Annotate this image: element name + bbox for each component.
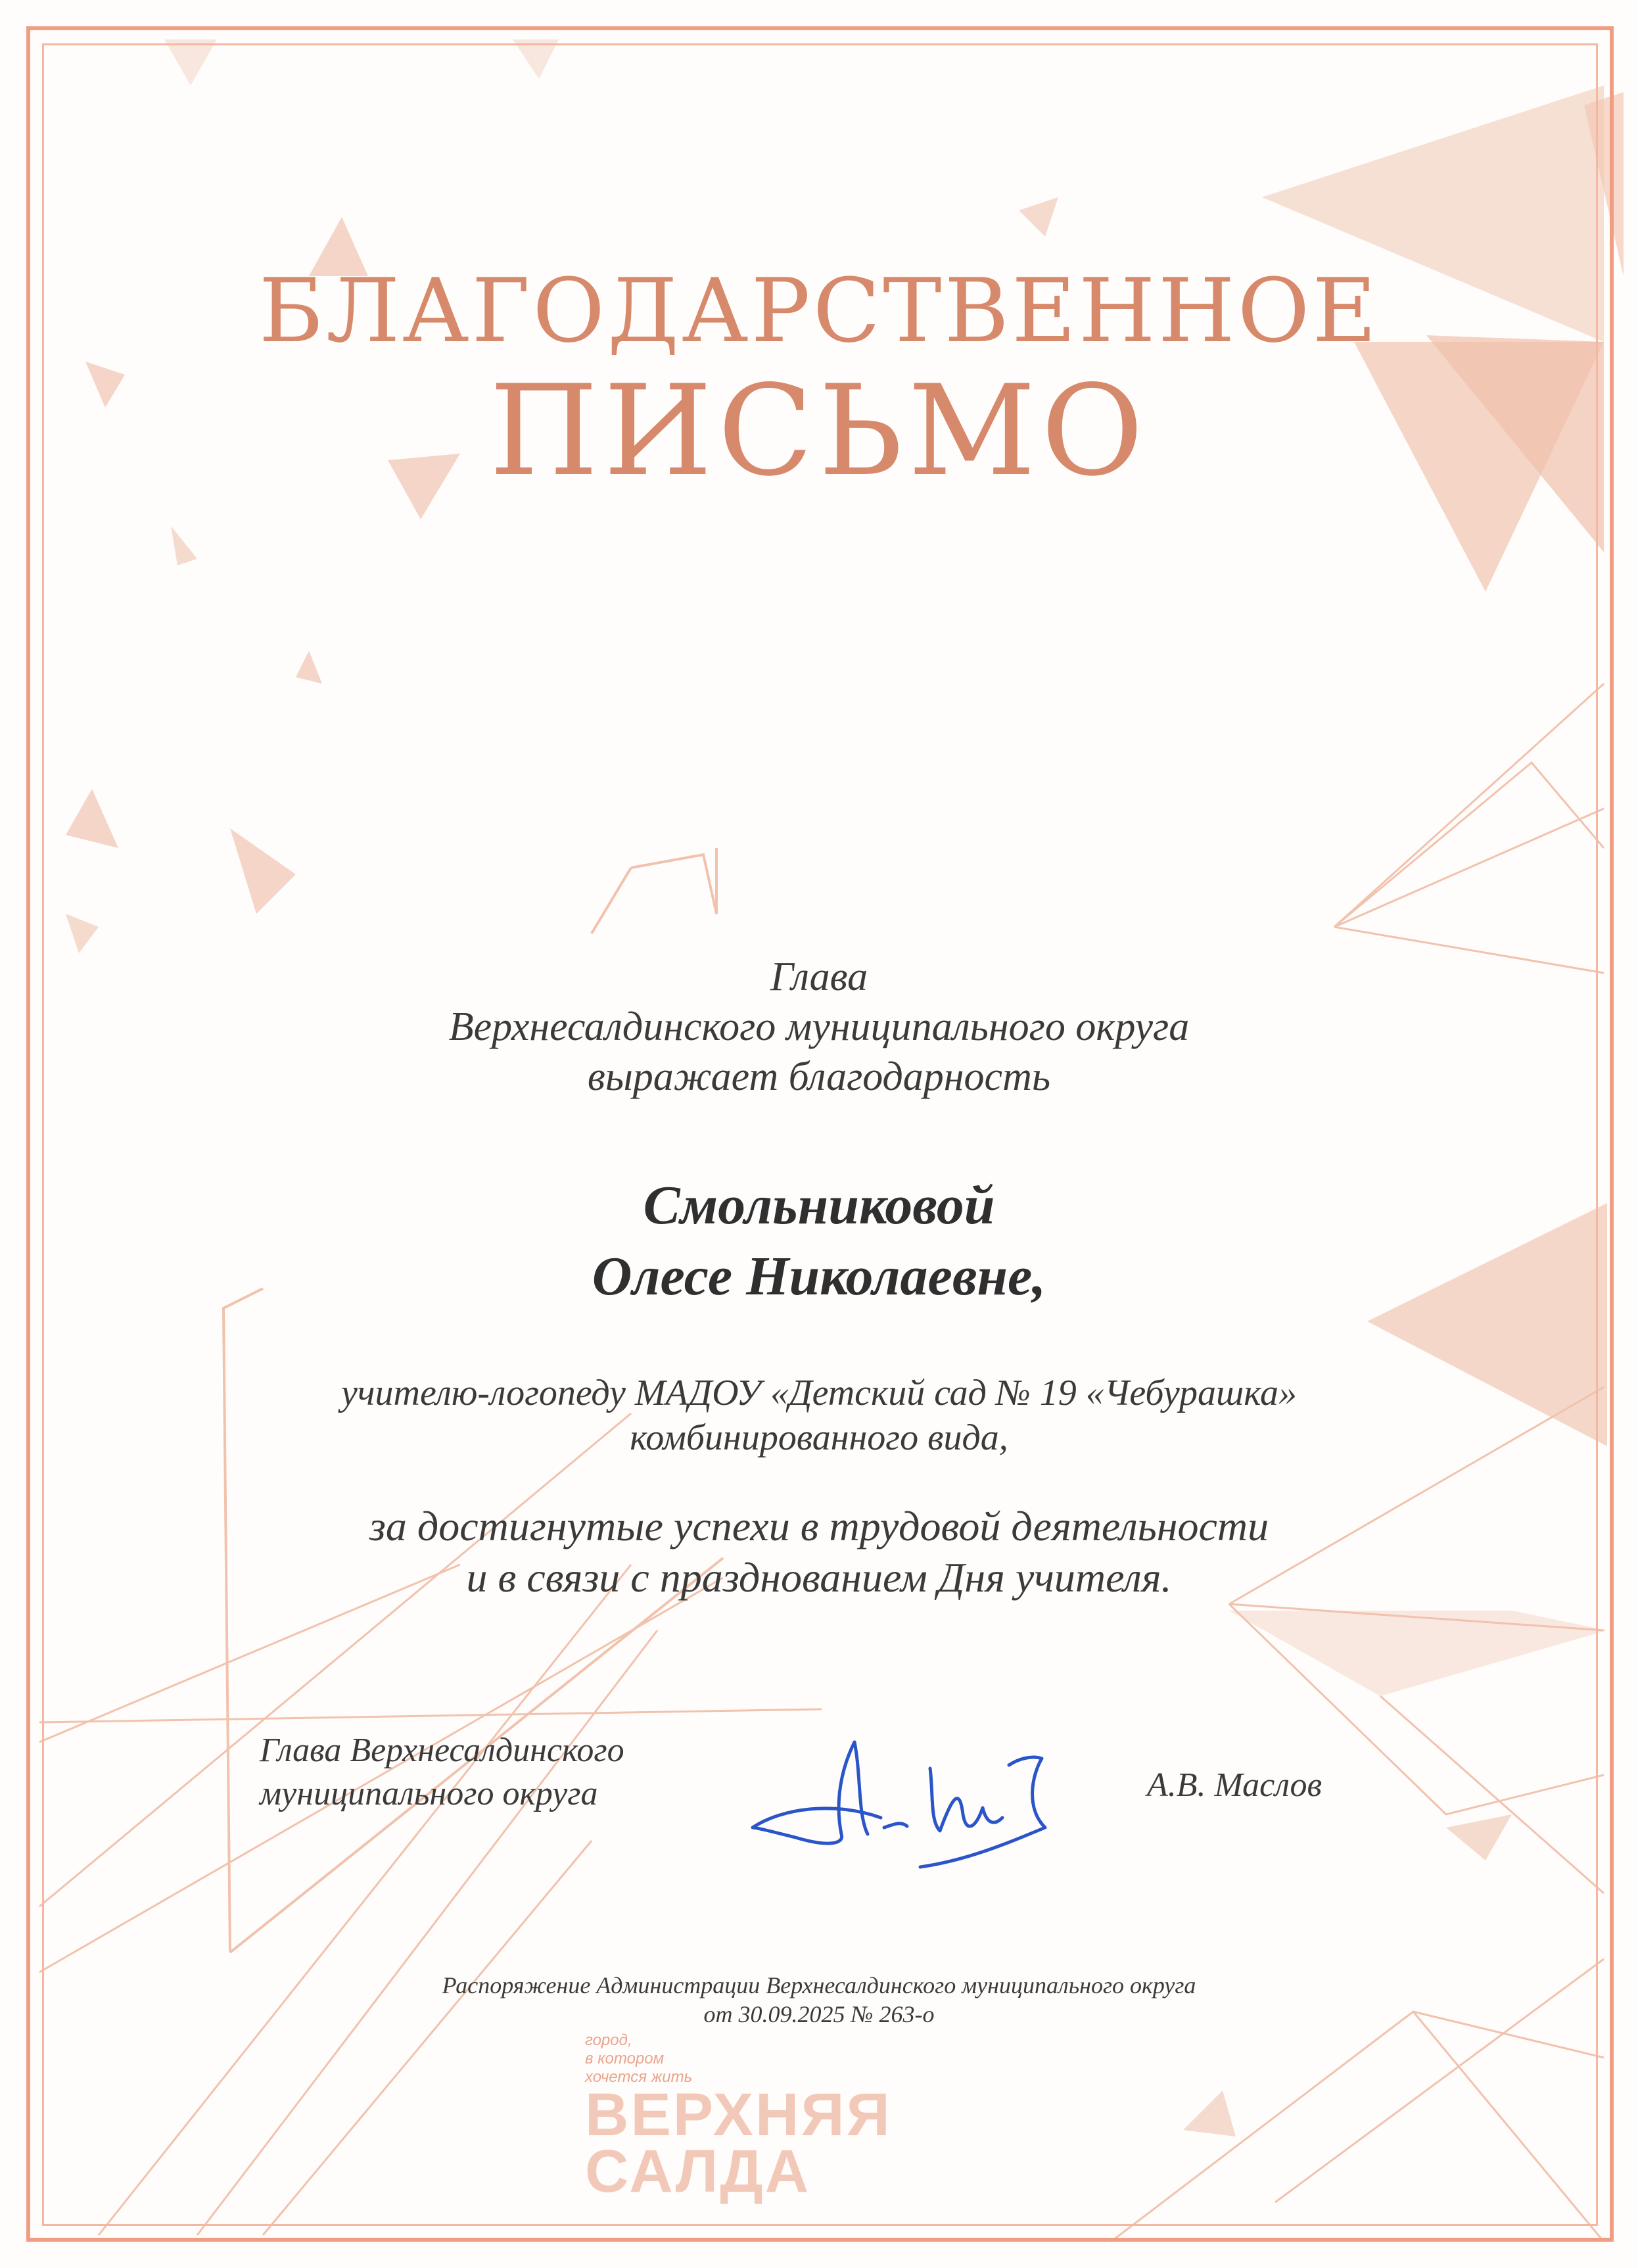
- recipient-position: [0, 1371, 1638, 1460]
- city-logo: [585, 2031, 892, 2205]
- award-reason: [0, 1501, 1638, 1603]
- logo-name-line: ВЕРХНЯЯ: [585, 2081, 892, 2148]
- slogan-line: в котором: [585, 2050, 665, 2067]
- position-line: комбинированного вида,: [630, 1417, 1008, 1458]
- title-line-2: ПИСЬМО: [489, 358, 1149, 504]
- recipient-surname: Смольниковой: [643, 1175, 995, 1236]
- handwritten-signature: [743, 1729, 1111, 1880]
- order-line: от 30.09.2025 № 263-о: [703, 2001, 935, 2027]
- order-reference: [0, 1971, 1638, 2029]
- logo-name-line: САЛДА: [585, 2138, 811, 2205]
- signatory-title-line: Глава Верхнесалдинского: [260, 1732, 624, 1769]
- logo-slogan: [585, 2031, 892, 2087]
- signatory-title: [260, 1729, 624, 1816]
- issuer-line: выражает благодарность: [587, 1054, 1051, 1099]
- logo-name: [585, 2081, 892, 2205]
- recipient-given-names: Олесе Николаевне,: [592, 1246, 1046, 1307]
- slogan-line: город,: [585, 2031, 632, 2049]
- order-line: Распоряжение Администрации Верхнесалдинского муниципального округа: [442, 1972, 1196, 1998]
- reason-line: за достигнутые успехи в трудовой деятельности: [369, 1503, 1269, 1549]
- signatory-name: А.В. Маслов: [1147, 1766, 1322, 1804]
- slogan-line: хочется жить: [585, 2068, 693, 2086]
- reason-line: и в связи с празднованием Дня учителя.: [466, 1554, 1172, 1601]
- issuer-line: Верхнесалдинского муниципального округа: [448, 1004, 1190, 1049]
- position-line: учителю-логопеду МАДОУ «Детский сад № 19 «Чебурашка»: [340, 1373, 1298, 1413]
- signatory-title-line: муниципального округа: [260, 1775, 598, 1812]
- issuer-line: Глава: [770, 955, 868, 999]
- issuer-statement: [0, 952, 1638, 1102]
- recipient-name: [0, 1170, 1638, 1312]
- title-line-1: БЛАГОДАРСТВЕННОЕ: [258, 260, 1380, 362]
